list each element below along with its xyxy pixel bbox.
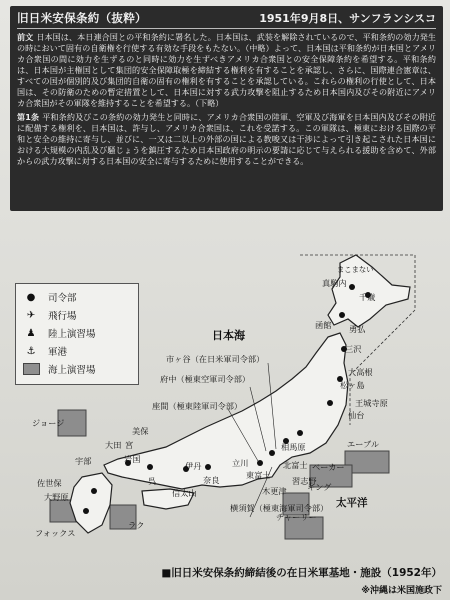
sea-training-area-swatch	[23, 363, 40, 375]
place-label: 宮	[125, 440, 134, 450]
place-label: 市ヶ谷（在日米軍司令部）	[166, 354, 265, 364]
base-marker	[147, 464, 153, 470]
place-label: 松ヶ島	[340, 380, 365, 390]
place-label: 北富士	[283, 460, 308, 470]
place-label: 相馬原	[281, 442, 306, 452]
base-marker	[339, 312, 345, 318]
place-label: 呉	[148, 476, 157, 486]
place-label: 仙台	[348, 410, 365, 420]
article1-label: 第1条	[17, 112, 40, 122]
place-label: ベーカー	[312, 462, 345, 472]
training-ground-icon: ♟	[26, 327, 36, 339]
preamble-label: 前文	[17, 32, 34, 42]
place-label: 大野原	[44, 492, 69, 502]
legend-label: 軍港	[48, 347, 68, 358]
map-caption: ■旧日米安保条約締結後の在日米軍基地・施設（1952年）	[161, 567, 442, 579]
place-label: 勇払	[349, 324, 366, 334]
legend-label: 飛行場	[48, 311, 77, 322]
place-label: まこまない	[337, 265, 374, 274]
kyushu-island	[70, 473, 112, 533]
place-label: エーブル	[347, 439, 380, 449]
place-label: 大田	[105, 440, 122, 450]
treaty-excerpt-box	[10, 6, 443, 211]
place-label: 王城寺原	[355, 398, 388, 408]
pacific-ocean-label: 太平洋	[336, 497, 368, 509]
place-label: 立川	[232, 458, 249, 468]
base-marker	[349, 284, 355, 290]
base-marker	[205, 464, 211, 470]
treaty-title: 旧日米安保条約（抜粋）	[17, 11, 147, 25]
legend-label: 司令部	[48, 293, 77, 304]
map-legend	[15, 283, 139, 385]
treaty-article-1	[17, 112, 436, 167]
legend-item-training-ground	[22, 324, 132, 342]
legend-item-hq	[22, 288, 132, 306]
place-label: チャーリー	[276, 512, 317, 522]
place-label: ラク	[128, 520, 145, 530]
place-label: 大高根	[348, 367, 373, 377]
article1-text: 平和条約及びこの条約の効力発生と同時に、アメリカ合衆国の陸軍、空軍及び海軍を日本国内及びその附近に配備する権利を、日本国は、許与し、アメリカ合衆国は、これを受諾する。この軍隊は、極東における国際の平和と安全の維持に寄与し、並びに、一又は二以上の外部の国による教唆又は干渉によって引き起こされた日本国における大規模の内乱及び騒じょうを鎮圧するため日本国政府の明示の要請に応じて与えられる援助を含めて、外部からの武力攻撃に対する日本国の安全に寄与するために使用することができる。	[17, 112, 437, 166]
place-label: フォックス	[35, 528, 76, 538]
base-marker	[269, 450, 275, 456]
place-label: 信太山	[172, 488, 197, 498]
place-label: 習志野	[292, 476, 317, 486]
treaty-header	[17, 10, 436, 29]
treaty-preamble	[17, 32, 436, 109]
place-label: ジョージ	[32, 418, 65, 428]
base-marker	[83, 508, 89, 514]
sea-of-japan-label: 日本海	[212, 329, 245, 342]
place-label: 三沢	[345, 344, 362, 354]
place-label: 座間（極東陸軍司令部）	[152, 401, 243, 411]
port-icon: ⚓	[26, 345, 36, 357]
preamble-text: 日本国は、本日連合国との平和条約に署名した。日本国は、武装を解除されているので、平和条約の効力発生の時において固有の自衛権を行使する有効な手段をもたない。（中略）よって、日本国は平和条約が日本国とアメリカ合衆国の間に効力を生ずるのと同時に効力を生ずべきアメリカ合衆国との安全保障条約を希望する。平和条約は、日本国が主権国として集団的安全保障取極を締結する権利を有することを承認し、さらに、国際連合憲章は、すべての国が個別的及び集団的自衛の固有の権利を有することを承認している。これらの権利の行使として、日本国は、その防衛のための暫定措置として、日本国に対する武力攻撃を阻止するため日本国内及びその附近にアメリカ合衆国がその軍隊を維持することを希望する。（下略）	[17, 32, 436, 108]
place-label: 奈良	[203, 475, 220, 485]
place-label: 伊丹	[185, 461, 202, 471]
japan-map	[10, 215, 443, 570]
place-label: 岩国	[124, 454, 141, 464]
base-marker	[327, 400, 333, 406]
place-label: 佐世保	[37, 478, 62, 488]
place-label: 木更津	[262, 486, 287, 496]
sea-training-area-icon	[22, 363, 40, 375]
legend-item-sea-training	[22, 360, 132, 378]
base-marker	[297, 430, 303, 436]
place-label: キング	[307, 482, 332, 492]
place-label: 函館	[315, 320, 332, 330]
place-label: 宇部	[75, 456, 92, 466]
place-label: 美保	[132, 426, 149, 436]
place-label: 東富士	[246, 470, 271, 480]
airfield-icon: ✈	[26, 309, 36, 321]
place-label: 真駒内	[322, 278, 347, 288]
place-label: 横須賀（極東海軍司令部）	[230, 503, 329, 513]
legend-label: 陸上演習場	[48, 329, 96, 340]
place-label: 府中（極東空軍司令部）	[160, 374, 251, 384]
treaty-date-place: 1951年9月8日、サンフランシスコ	[259, 12, 436, 25]
okinawa-note: ※沖縄は米国施政下	[361, 586, 442, 596]
hq-icon: ●	[26, 291, 36, 303]
place-label: 千歳	[359, 292, 376, 302]
base-marker	[91, 488, 97, 494]
legend-label: 海上演習場	[48, 365, 96, 376]
japan-map-svg	[10, 215, 443, 570]
legend-item-airfield	[22, 306, 132, 324]
legend-item-port	[22, 342, 132, 360]
